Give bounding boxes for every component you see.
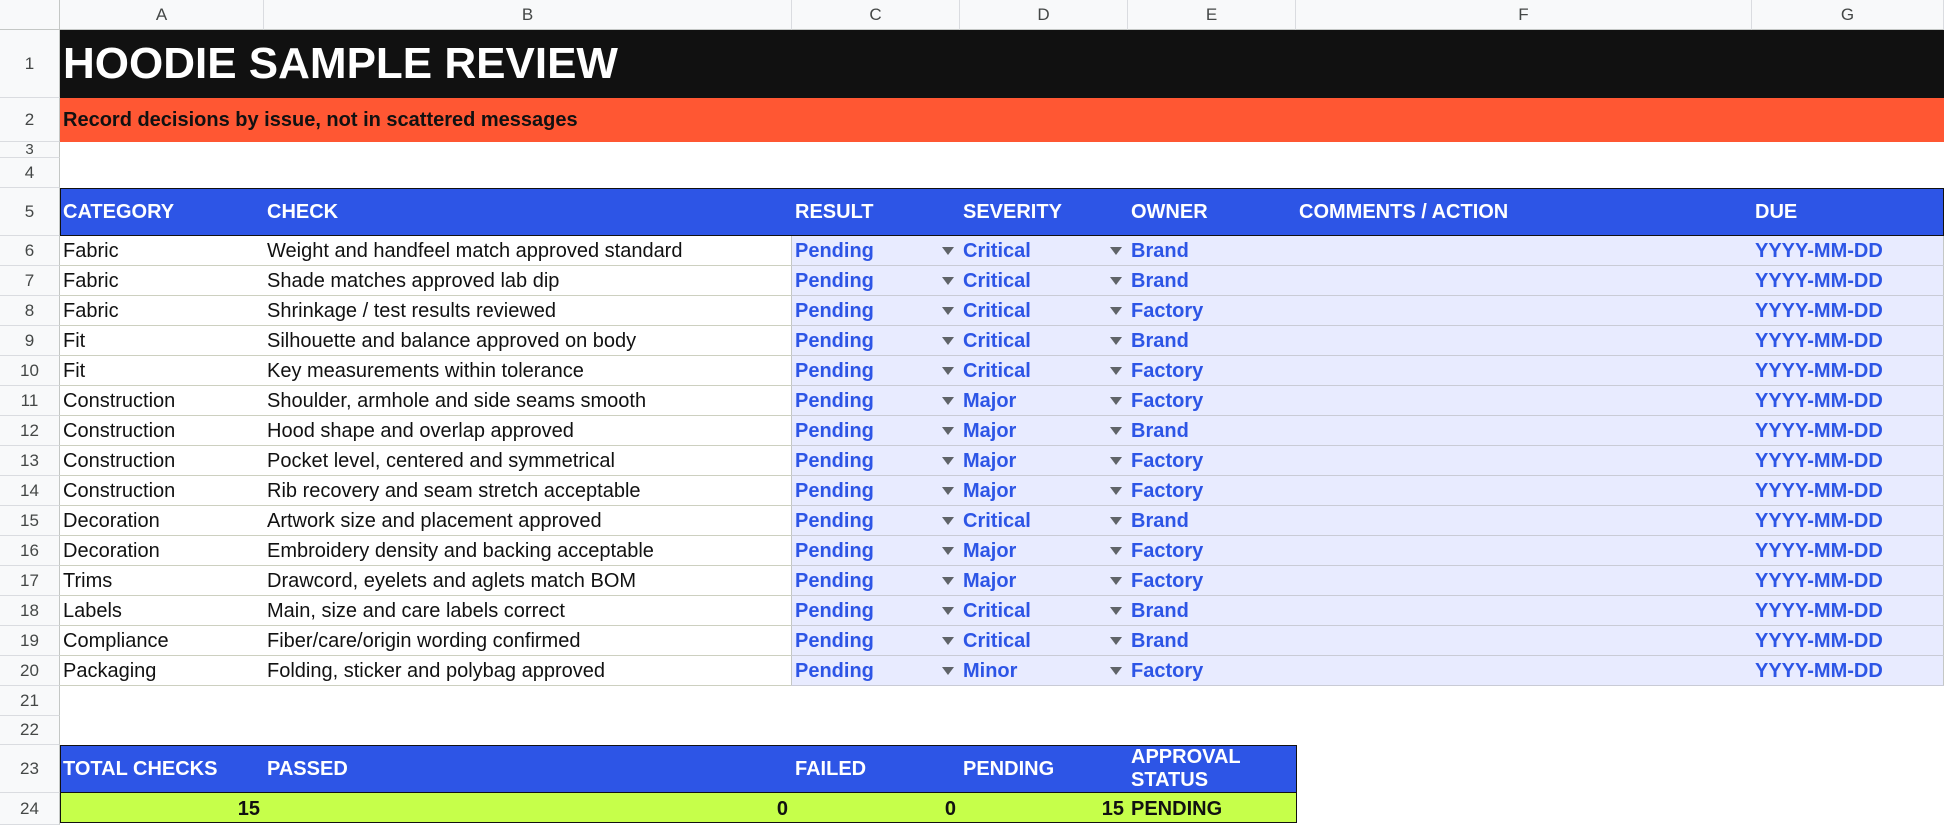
- row-header[interactable]: 17: [0, 566, 60, 596]
- cell-category[interactable]: Trims: [63, 569, 113, 592]
- cell-severity[interactable]: Critical: [963, 329, 1031, 352]
- cell-check[interactable]: Shoulder, armhole and side seams smooth: [267, 389, 647, 412]
- cell-check[interactable]: Drawcord, eyelets and aglets match BOM: [267, 569, 637, 592]
- header-comments[interactable]: COMMENTS / ACTION: [1299, 200, 1509, 223]
- passed-value[interactable]: 0: [776, 797, 788, 820]
- cell-check[interactable]: Folding, sticker and polybag approved: [267, 659, 605, 682]
- row-header[interactable]: 3: [0, 142, 60, 158]
- cell-result[interactable]: Pending: [795, 299, 874, 322]
- result-dropdown-icon[interactable]: [942, 577, 954, 585]
- cell-owner[interactable]: Brand: [1131, 509, 1189, 532]
- cell-severity[interactable]: Critical: [963, 599, 1031, 622]
- row-header[interactable]: 12: [0, 416, 60, 446]
- header-due[interactable]: DUE: [1755, 200, 1798, 223]
- cell-result[interactable]: Pending: [795, 599, 874, 622]
- result-dropdown-icon[interactable]: [942, 667, 954, 675]
- page-subtitle[interactable]: Record decisions by issue, not in scattered messages: [63, 108, 578, 131]
- cell-due[interactable]: YYYY-MM-DD: [1755, 329, 1883, 352]
- cell-owner[interactable]: Brand: [1131, 629, 1189, 652]
- header-check[interactable]: CHECK: [267, 200, 339, 223]
- cell-check[interactable]: Embroidery density and backing acceptable: [267, 539, 654, 562]
- cell-category[interactable]: Packaging: [63, 659, 157, 682]
- cell-result[interactable]: Pending: [795, 629, 874, 652]
- severity-dropdown-icon[interactable]: [1110, 247, 1122, 255]
- column-header-b[interactable]: B: [264, 0, 792, 30]
- row-header[interactable]: 13: [0, 446, 60, 476]
- page-title[interactable]: HOODIE SAMPLE REVIEW: [63, 39, 618, 88]
- row-header[interactable]: 10: [0, 356, 60, 386]
- cell-due[interactable]: YYYY-MM-DD: [1755, 629, 1883, 652]
- cell-result[interactable]: Pending: [795, 329, 874, 352]
- row-header[interactable]: 23: [0, 745, 60, 793]
- cell-due[interactable]: YYYY-MM-DD: [1755, 449, 1883, 472]
- cell-due[interactable]: YYYY-MM-DD: [1755, 479, 1883, 502]
- column-header-g[interactable]: G: [1752, 0, 1944, 30]
- cell-check[interactable]: Shade matches approved lab dip: [267, 269, 560, 292]
- row-header[interactable]: 14: [0, 476, 60, 506]
- result-dropdown-icon[interactable]: [942, 637, 954, 645]
- header-category[interactable]: CATEGORY: [63, 200, 175, 223]
- row-header[interactable]: 11: [0, 386, 60, 416]
- row-header[interactable]: 18: [0, 596, 60, 626]
- result-dropdown-icon[interactable]: [942, 607, 954, 615]
- row-header[interactable]: 20: [0, 656, 60, 686]
- cell-owner[interactable]: Factory: [1131, 449, 1204, 472]
- summary-header-row: [60, 745, 1297, 793]
- cell-result[interactable]: Pending: [795, 539, 874, 562]
- cell-due[interactable]: YYYY-MM-DD: [1755, 419, 1883, 442]
- total-checks-value[interactable]: 15: [237, 797, 260, 820]
- result-dropdown-icon[interactable]: [942, 487, 954, 495]
- row-header[interactable]: 16: [0, 536, 60, 566]
- row-header[interactable]: 8: [0, 296, 60, 326]
- cell-result[interactable]: Pending: [795, 359, 874, 382]
- severity-dropdown-icon[interactable]: [1110, 397, 1122, 405]
- cell-owner[interactable]: Brand: [1131, 329, 1189, 352]
- summary-header-approval-status[interactable]: APPROVAL STATUS: [1131, 746, 1241, 791]
- cell-check[interactable]: Weight and handfeel match approved standard: [267, 239, 683, 262]
- pending-value[interactable]: 15: [1101, 797, 1124, 820]
- row-header[interactable]: 1: [0, 30, 60, 98]
- row-header[interactable]: 21: [0, 686, 60, 716]
- row-header[interactable]: 22: [0, 716, 60, 745]
- cell-result[interactable]: Pending: [795, 659, 874, 682]
- row-header[interactable]: 5: [0, 188, 60, 236]
- summary-header-failed[interactable]: FAILED: [795, 757, 867, 780]
- approval-status-value[interactable]: PENDING: [1131, 797, 1223, 820]
- row-header[interactable]: 7: [0, 266, 60, 296]
- row-header[interactable]: 6: [0, 236, 60, 266]
- cell-result[interactable]: Pending: [795, 569, 874, 592]
- cell-category[interactable]: Construction: [63, 389, 176, 412]
- cell-owner[interactable]: Factory: [1131, 389, 1204, 412]
- cell-result[interactable]: Pending: [795, 239, 874, 262]
- cell-result[interactable]: Pending: [795, 479, 874, 502]
- cell-category[interactable]: Fabric: [63, 299, 119, 322]
- column-header-c[interactable]: C: [792, 0, 960, 30]
- severity-dropdown-icon[interactable]: [1110, 487, 1122, 495]
- cell-check[interactable]: Hood shape and overlap approved: [267, 419, 574, 442]
- result-dropdown-icon[interactable]: [942, 427, 954, 435]
- cell-category[interactable]: Decoration: [63, 539, 160, 562]
- cell-due[interactable]: YYYY-MM-DD: [1755, 269, 1883, 292]
- cell-owner[interactable]: Factory: [1131, 299, 1204, 322]
- cell-owner[interactable]: Factory: [1131, 539, 1204, 562]
- cell-owner[interactable]: Factory: [1131, 359, 1204, 382]
- cell-due[interactable]: YYYY-MM-DD: [1755, 569, 1883, 592]
- cell-severity[interactable]: Critical: [963, 359, 1031, 382]
- cell-severity[interactable]: Major: [963, 419, 1017, 442]
- cell-severity[interactable]: Major: [963, 479, 1017, 502]
- result-dropdown-icon[interactable]: [942, 547, 954, 555]
- cell-category[interactable]: Construction: [63, 449, 176, 472]
- column-header-a[interactable]: A: [60, 0, 264, 30]
- row-header[interactable]: 15: [0, 506, 60, 536]
- severity-dropdown-icon[interactable]: [1110, 667, 1122, 675]
- summary-header-pending[interactable]: PENDING: [963, 757, 1055, 780]
- severity-dropdown-icon[interactable]: [1110, 547, 1122, 555]
- cell-category[interactable]: Fabric: [63, 269, 119, 292]
- cell-due[interactable]: YYYY-MM-DD: [1755, 359, 1883, 382]
- result-dropdown-icon[interactable]: [942, 247, 954, 255]
- cell-owner[interactable]: Factory: [1131, 569, 1204, 592]
- result-dropdown-icon[interactable]: [942, 307, 954, 315]
- cell-owner[interactable]: Brand: [1131, 269, 1189, 292]
- severity-dropdown-icon[interactable]: [1110, 607, 1122, 615]
- cell-severity[interactable]: Major: [963, 539, 1017, 562]
- severity-dropdown-icon[interactable]: [1110, 427, 1122, 435]
- cell-category[interactable]: Fabric: [63, 239, 119, 262]
- cell-check[interactable]: Fiber/care/origin wording confirmed: [267, 629, 581, 652]
- cell-owner[interactable]: Brand: [1131, 239, 1189, 262]
- cell-result[interactable]: Pending: [795, 509, 874, 532]
- row-header[interactable]: 9: [0, 326, 60, 356]
- column-header-d[interactable]: D: [960, 0, 1128, 30]
- row-header[interactable]: 4: [0, 158, 60, 188]
- cell-check[interactable]: Pocket level, centered and symmetrical: [267, 449, 615, 472]
- result-dropdown-icon[interactable]: [942, 517, 954, 525]
- cell-check[interactable]: Shrinkage / test results reviewed: [267, 299, 557, 322]
- result-dropdown-icon[interactable]: [942, 337, 954, 345]
- result-dropdown-icon[interactable]: [942, 367, 954, 375]
- result-dropdown-icon[interactable]: [942, 277, 954, 285]
- cell-due[interactable]: YYYY-MM-DD: [1755, 659, 1883, 682]
- cell-severity[interactable]: Minor: [963, 659, 1018, 682]
- result-dropdown-icon[interactable]: [942, 457, 954, 465]
- cell-severity[interactable]: Critical: [963, 509, 1031, 532]
- severity-dropdown-icon[interactable]: [1110, 307, 1122, 315]
- cell-due[interactable]: YYYY-MM-DD: [1755, 539, 1883, 562]
- row-header[interactable]: 2: [0, 98, 60, 142]
- cell-result[interactable]: Pending: [795, 269, 874, 292]
- header-owner[interactable]: OWNER: [1131, 200, 1208, 223]
- cell-due[interactable]: YYYY-MM-DD: [1755, 239, 1883, 262]
- cell-severity[interactable]: Critical: [963, 239, 1031, 262]
- cell-check[interactable]: Rib recovery and seam stretch acceptable: [267, 479, 641, 502]
- cell-category[interactable]: Compliance: [63, 629, 169, 652]
- row-divider: [791, 685, 1944, 686]
- cell-severity[interactable]: Major: [963, 389, 1017, 412]
- cell-result[interactable]: Pending: [795, 419, 874, 442]
- cell-due[interactable]: YYYY-MM-DD: [1755, 299, 1883, 322]
- cell-check[interactable]: Key measurements within tolerance: [267, 359, 584, 382]
- cell-owner[interactable]: Brand: [1131, 419, 1189, 442]
- cell-severity[interactable]: Major: [963, 569, 1017, 592]
- cell-severity[interactable]: Critical: [963, 299, 1031, 322]
- cell-category[interactable]: Decoration: [63, 509, 160, 532]
- cell-result[interactable]: Pending: [795, 389, 874, 412]
- cell-owner[interactable]: Factory: [1131, 659, 1204, 682]
- cell-category[interactable]: Fit: [63, 359, 86, 382]
- cell-category[interactable]: Labels: [63, 599, 122, 622]
- header-result[interactable]: RESULT: [795, 200, 874, 223]
- row-divider: [60, 685, 791, 686]
- cell-category[interactable]: Construction: [63, 419, 176, 442]
- summary-header-passed[interactable]: PASSED: [267, 757, 348, 780]
- cell-result[interactable]: Pending: [795, 449, 874, 472]
- cell-due[interactable]: YYYY-MM-DD: [1755, 599, 1883, 622]
- severity-dropdown-icon[interactable]: [1110, 577, 1122, 585]
- cell-check[interactable]: Silhouette and balance approved on body: [267, 329, 637, 352]
- cell-due[interactable]: YYYY-MM-DD: [1755, 389, 1883, 412]
- severity-dropdown-icon[interactable]: [1110, 367, 1122, 375]
- cell-owner[interactable]: Brand: [1131, 599, 1189, 622]
- header-severity[interactable]: SEVERITY: [963, 200, 1062, 223]
- summary-header-total-checks[interactable]: TOTAL CHECKS: [63, 757, 218, 780]
- cell-check[interactable]: Artwork size and placement approved: [267, 509, 602, 532]
- failed-value[interactable]: 0: [944, 797, 956, 820]
- column-header-e[interactable]: E: [1128, 0, 1296, 30]
- severity-dropdown-icon[interactable]: [1110, 637, 1122, 645]
- severity-dropdown-icon[interactable]: [1110, 277, 1122, 285]
- severity-dropdown-icon[interactable]: [1110, 517, 1122, 525]
- severity-dropdown-icon[interactable]: [1110, 457, 1122, 465]
- cell-category[interactable]: Construction: [63, 479, 176, 502]
- cell-owner[interactable]: Factory: [1131, 479, 1204, 502]
- row-header[interactable]: 24: [0, 793, 60, 825]
- column-header-f[interactable]: F: [1296, 0, 1752, 30]
- severity-dropdown-icon[interactable]: [1110, 337, 1122, 345]
- cell-due[interactable]: YYYY-MM-DD: [1755, 509, 1883, 532]
- cell-category[interactable]: Fit: [63, 329, 86, 352]
- row-header[interactable]: 19: [0, 626, 60, 656]
- cell-severity[interactable]: Critical: [963, 629, 1031, 652]
- cell-severity[interactable]: Major: [963, 449, 1017, 472]
- cell-severity[interactable]: Critical: [963, 269, 1031, 292]
- result-dropdown-icon[interactable]: [942, 397, 954, 405]
- cell-check[interactable]: Main, size and care labels correct: [267, 599, 565, 622]
